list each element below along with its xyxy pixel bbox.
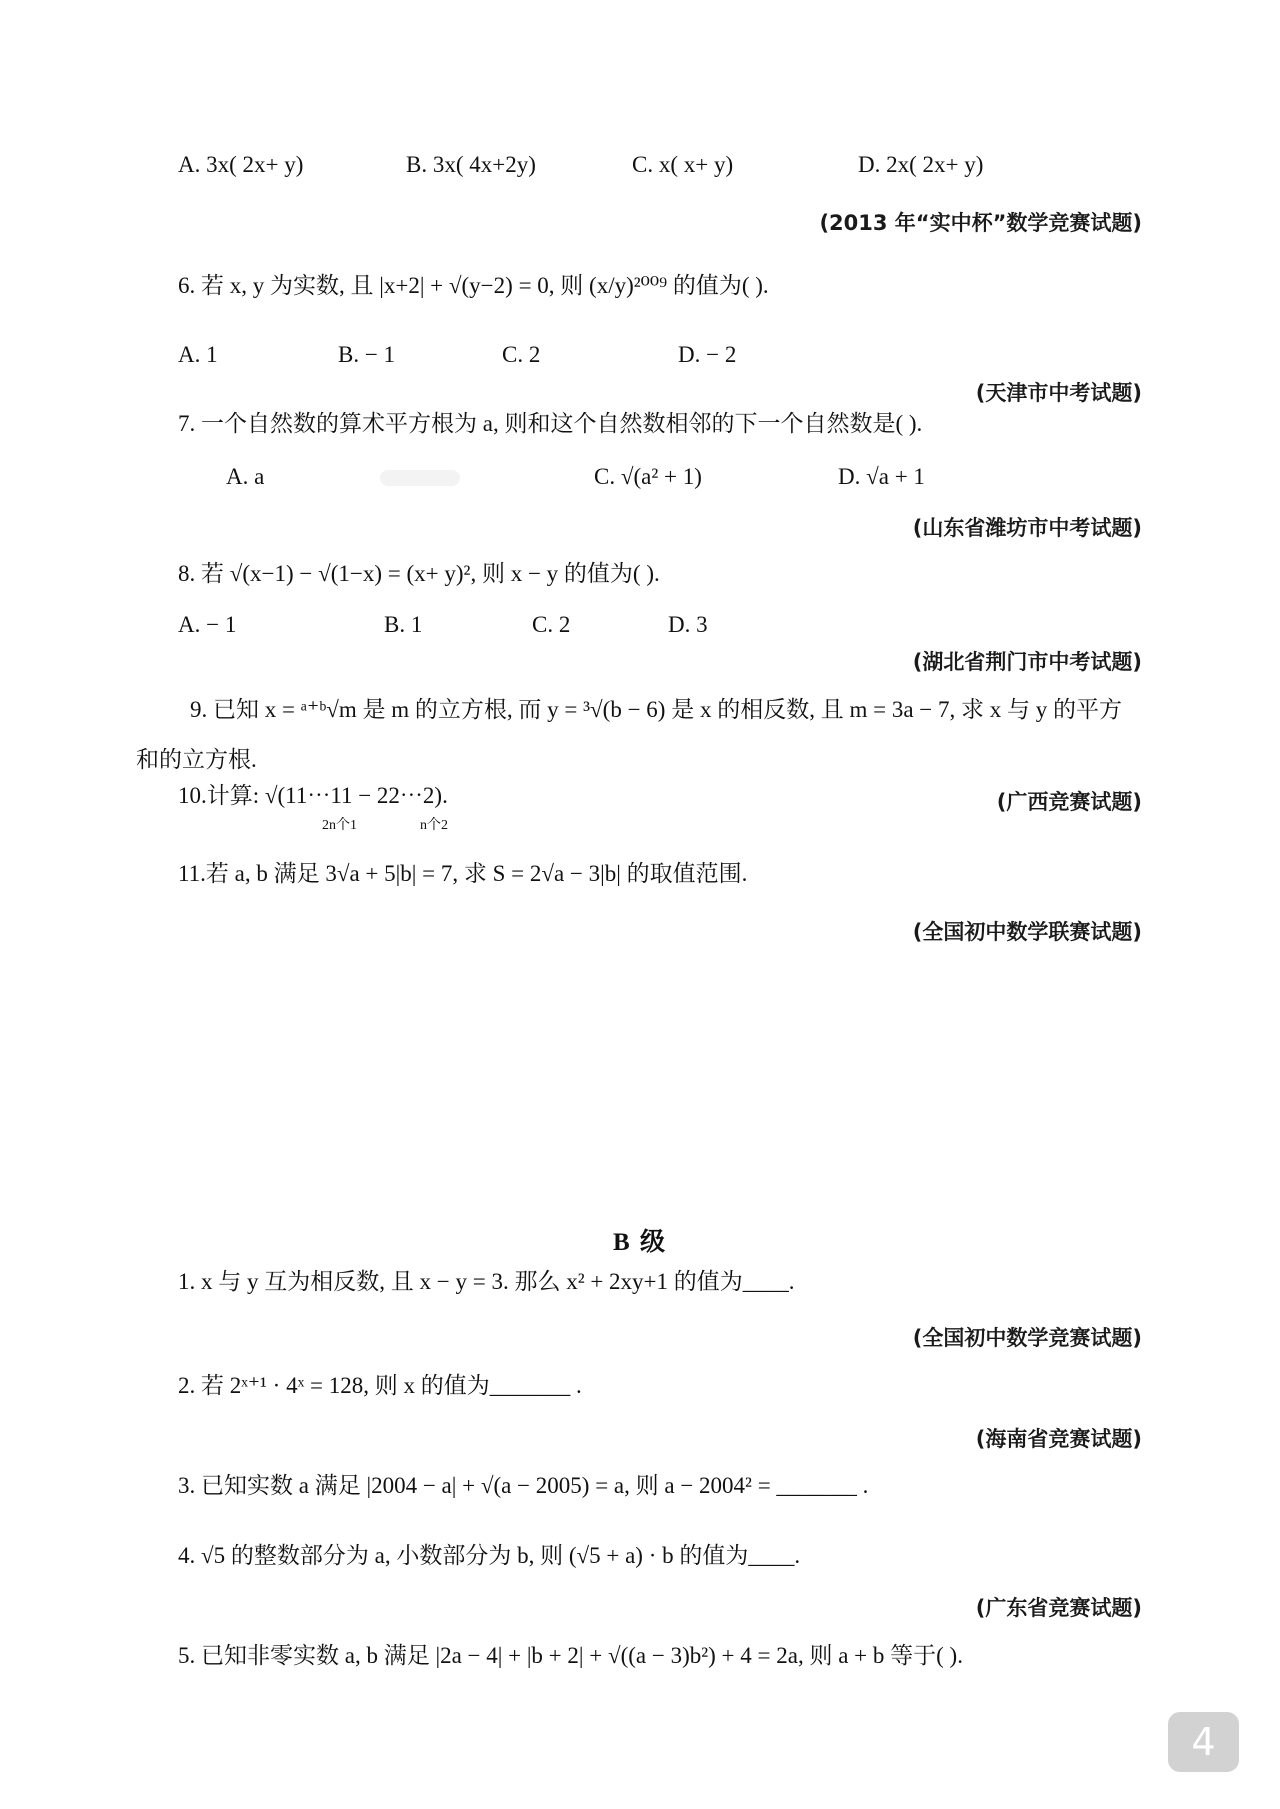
q5-option-c: C. x( x+ y): [632, 152, 734, 177]
q9-line2: 和的立方根.: [136, 747, 257, 772]
q6-source: (天津市中考试题): [975, 381, 1142, 405]
b3-text: 3. 已知实数 a 满足 |2004 − a| + √(a − 2005) = a, 则 a − 2004² = _______ .: [178, 1473, 869, 1498]
q10-text: 10.计算: √(11⋯11 − 22⋯2).: [178, 783, 448, 808]
q7-option-d: D. √a + 1: [838, 464, 925, 489]
q6-option-a: A. 1: [178, 342, 218, 367]
b5-text: 5. 已知非零实数 a, b 满足 |2a − 4| + |b + 2| + √((a − 3)b²) + 4 = 2a, 则 a + b 等于( ).: [178, 1643, 963, 1668]
page-number-badge: 4: [1168, 1712, 1239, 1772]
q6-option-d: D. − 2: [678, 342, 737, 367]
q7-source: (山东省潍坊市中考试题): [912, 516, 1142, 540]
q5-option-d: D. 2x( 2x+ y): [858, 152, 984, 177]
q10-source: (广西竞赛试题): [996, 790, 1142, 814]
q8-option-d: D. 3: [668, 612, 708, 637]
q7-option-c: C. √(a² + 1): [594, 464, 702, 489]
q8-text: 8. 若 √(x−1) − √(1−x) = (x+ y)², 则 x − y 的值为( ).: [178, 561, 660, 586]
q6-option-b: B. − 1: [338, 342, 396, 367]
level-title: [0, 1222, 1280, 1258]
q8-option-c: C. 2: [532, 612, 571, 637]
q11-text: 11.若 a, b 满足 3√a + 5|b| = 7, 求 S = 2√a − 3|b| 的取值范围.: [178, 861, 748, 886]
q9-line1: 9. 已知 x = ᵃ⁺ᵇ√m 是 m 的立方根, 而 y = ³√(b − 6) 是 x 的相反数, 且 m = 3a − 7, 求 x 与 y 的平方: [190, 697, 1122, 722]
q10-underbrace-label-2: n个2: [420, 818, 448, 833]
b1-source: (全国初中数学竞赛试题): [912, 1326, 1142, 1350]
b4-source: (广东省竞赛试题): [975, 1596, 1142, 1620]
q11-source: (全国初中数学联赛试题): [912, 920, 1142, 944]
q6-option-c: C. 2: [502, 342, 541, 367]
b1-text: 1. x 与 y 互为相反数, 且 x − y = 3. 那么 x² + 2xy+1 的值为____.: [178, 1269, 795, 1294]
b4-text: 4. √5 的整数部分为 a, 小数部分为 b, 则 (√5 + a) · b 的值为____.: [178, 1543, 801, 1568]
q7-text: 7. 一个自然数的算术平方根为 a, 则和这个自然数相邻的下一个自然数是( ).: [178, 411, 923, 436]
q8-option-a: A. − 1: [178, 612, 237, 637]
b2-text: 2. 若 2ˣ⁺¹ · 4ˣ = 128, 则 x 的值为_______ .: [178, 1373, 582, 1398]
q5-option-b: B. 3x( 4x+2y): [406, 152, 536, 177]
q6-text: 6. 若 x, y 为实数, 且 |x+2| + √(y−2) = 0, 则 (x/y)²⁰⁰⁹ 的值为( ).: [178, 273, 769, 298]
q8-source: (湖北省荆门市中考试题): [912, 650, 1142, 674]
level-title-text: B 级: [613, 1229, 667, 1256]
q10-underbrace-label-1: 2n个1: [322, 818, 357, 833]
q5-option-a: A. 3x( 2x+ y): [178, 152, 304, 177]
b2-source: (海南省竞赛试题): [975, 1427, 1142, 1451]
q5-source: (2013 年“实中杯”数学竞赛试题): [819, 211, 1142, 235]
q7-option-a: A. a: [226, 464, 265, 489]
redacted-mark: [380, 470, 460, 486]
q8-option-b: B. 1: [384, 612, 423, 637]
